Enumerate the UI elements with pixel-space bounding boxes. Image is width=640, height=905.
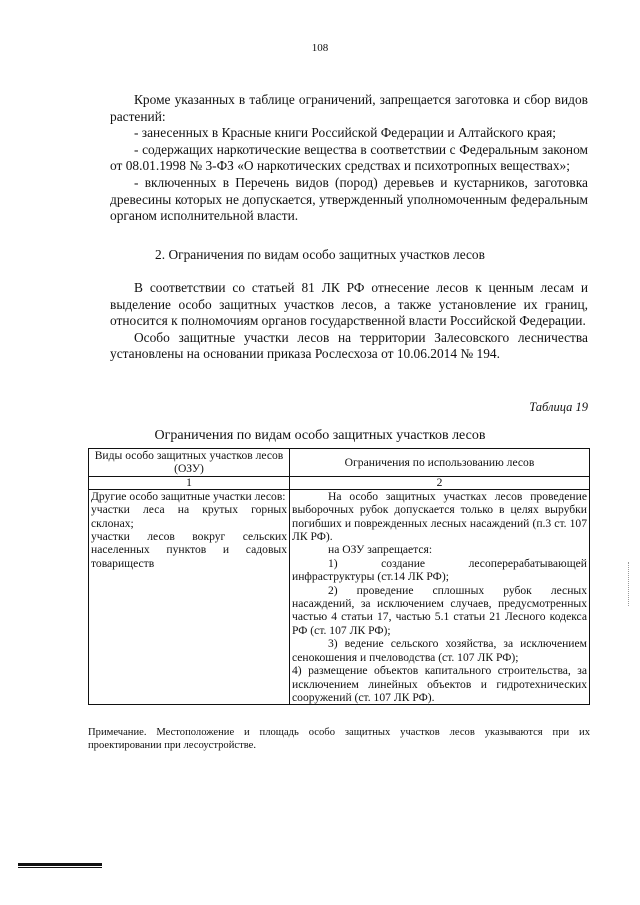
section-text [110, 280, 588, 363]
page-number: 108 [311, 42, 329, 54]
margin-marks [628, 562, 631, 606]
ozu-type-line: Другие особо защитные участки лесов: [91, 489, 286, 503]
table-row [89, 489, 590, 705]
restriction-line: 1) создание лесоперерабатывающей инфраструктуры (ст.14 ЛК РФ); [292, 556, 587, 584]
restriction-line: 3) ведение сельского хозяйства, за исключением сенокошения и пчеловодства (ст. 107 ЛК РФ); [292, 637, 587, 664]
intro-paragraph-2: - занесенных в Красные книги Российской Федерации и Алтайского края; [134, 125, 556, 141]
restriction-line: На особо защитных участках лесов проведение выборочных рубок допускается только в целях вырубки погибших и поврежденных лесных насаждений (п.3 ст. 107 ЛК РФ). [292, 489, 587, 544]
header-col-2: Ограничения по использованию лесов [290, 449, 590, 477]
section-heading: 2. Ограничения по видам особо защитных участков лесов [155, 247, 485, 262]
table-header-row [89, 449, 590, 477]
restrictions-cell [290, 489, 590, 705]
header-col-1: Виды особо защитных участков лесов (ОЗУ) [89, 449, 290, 477]
restrictions-table [88, 448, 590, 705]
col-number-1: 1 [89, 476, 290, 489]
col-number-2: 2 [290, 476, 590, 489]
intro-paragraph-3: - содержащих наркотические вещества в соответствии с Федеральным законом от 08.01.1998 № 3-ФЗ «О наркотических средствах и психотропных веществах»; [110, 141, 588, 174]
section-paragraph-2: Особо защитные участки лесов на территории Залесовского лесничества установлены на основании приказа Рослесхоза от 10.06.2014 № 194. [110, 329, 588, 362]
table-title: Ограничения по видам особо защитных участков лесов [154, 428, 486, 443]
footer-rule [18, 863, 102, 866]
ozu-type-line: участки леса на крутых горных склонах; [91, 503, 287, 530]
intro-paragraph-1: Кроме указанных в таблице ограничений, запрещается заготовка и сбор видов растений: [110, 92, 588, 124]
ozu-types-cell [89, 489, 290, 705]
table-number-row [89, 476, 590, 489]
section-paragraph-1: В соответствии со статьей 81 ЛК РФ отнесение лесов к ценным лесам и выделение особо защитных участков лесов, а также установление их границ, относится к полномочиям органов государственной власти Российской Федерации. [110, 280, 588, 329]
footer-rule-thin [18, 867, 102, 868]
intro-paragraph-4: - включенных в Перечень видов (пород) деревьев и кустарников, заготовка древесины которых не допускается, утвержденный уполномоченным федеральным органом исполнительной власти. [110, 174, 588, 224]
table-number: Таблица 19 [529, 400, 588, 414]
intro-text [110, 92, 588, 225]
ozu-type-line: участки лесов вокруг сельских населенных пунктов и садовых товариществ [91, 530, 287, 570]
restriction-line: 2) проведение сплошных рубок лесных насаждений, за исключением случаев, предусмотренных частью 4 статьи 17, частью 5.1 статьи 21 Лесного кодекса РФ (ст. 107 ЛК РФ); [292, 583, 587, 637]
restriction-line: 4) размещение объектов капитального строительства, за исключением линейных объектов и гидротехнических сооружений (ст. 107 ЛК РФ). [292, 664, 587, 704]
table-note: Примечание. Местоположение и площадь особо защитных участков лесов указываются при их проектировании при лесоустройстве. [88, 727, 590, 752]
restriction-line: на ОЗУ запрещается: [328, 543, 433, 557]
